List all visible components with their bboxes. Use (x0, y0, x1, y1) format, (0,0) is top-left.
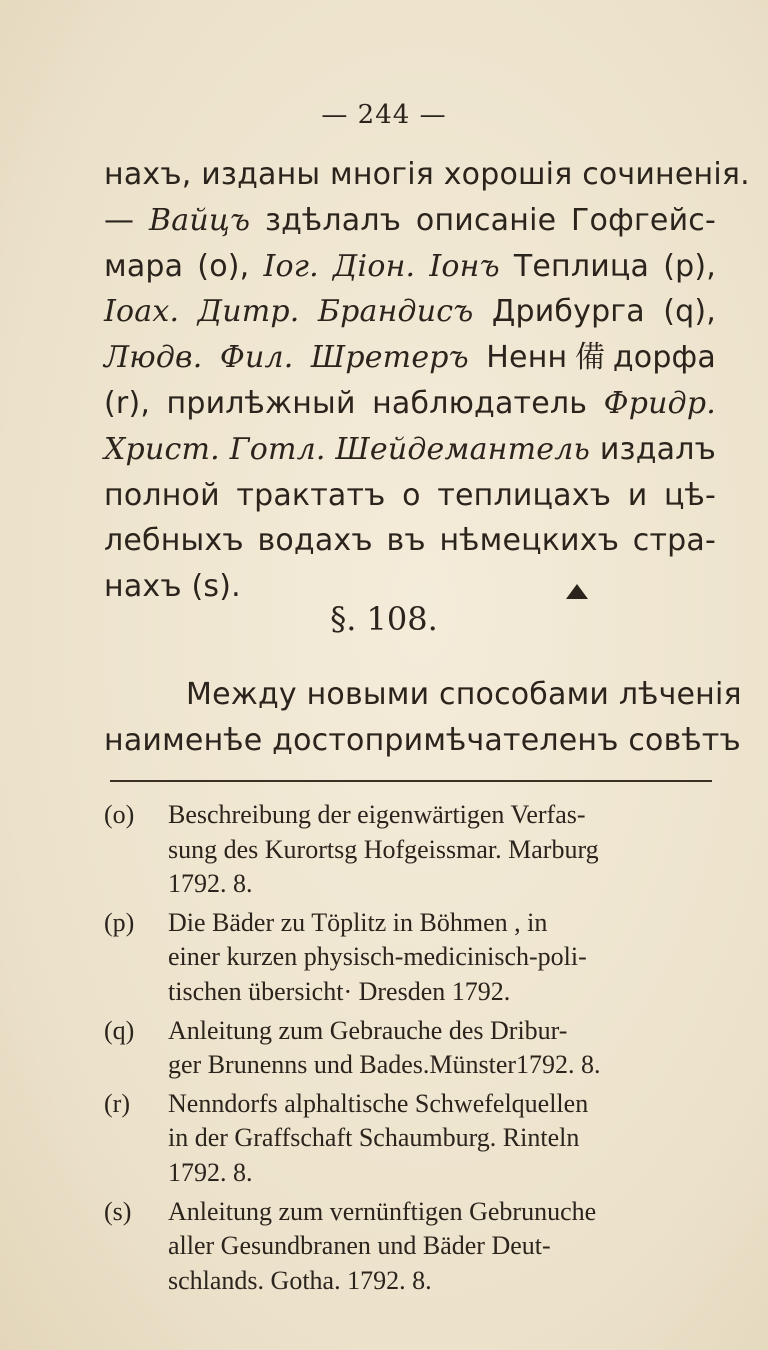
italic-name: Вайцъ (148, 202, 251, 238)
text-segment: Ненн備дорфа (468, 340, 716, 376)
footnote-mark: (q) (104, 1015, 135, 1045)
footnote (104, 798, 720, 902)
footnote-text (168, 1195, 720, 1299)
italic-name: Христ. Готл. Шейдемантель (104, 431, 591, 467)
footnote-text (168, 798, 720, 902)
italic-name: Людв. Фил. Шретеръ (104, 340, 469, 376)
footnote (104, 906, 720, 1010)
footnote (104, 1195, 720, 1299)
page-number: — 244 — (321, 100, 447, 130)
text-segment: мара (o), (104, 248, 264, 284)
text-line (104, 335, 716, 381)
text-segment: (r), прилѣжный наблюдатель (104, 385, 604, 421)
footnote-text (168, 906, 720, 1010)
text-line (104, 473, 716, 519)
text-line (104, 244, 716, 290)
footnote-text (168, 1087, 720, 1191)
footnote-line: ger Brunenns und Bades.Münster1792. 8. (168, 1050, 601, 1080)
footnote-line: schlands. Gotha. 1792. 8. (168, 1265, 432, 1295)
text-segment: лебныхъ водахъ въ нѣмецкихъ стра- (104, 523, 716, 559)
text-segment: нахъ, изданы многія хорошія сочиненія. (104, 157, 750, 192)
text-line (104, 381, 716, 427)
paragraph (104, 672, 742, 764)
paragraph-line: наименѣе достопримѣчателенъ совѣтъ (104, 722, 741, 758)
text-line (104, 518, 716, 564)
footnote-mark: (s) (104, 1196, 132, 1226)
footnote-line: aller Gesundbranen und Bäder Deut- (168, 1231, 551, 1261)
footnote-mark: (o) (104, 800, 135, 829)
footnote-divider (110, 780, 712, 782)
footnote-line: Anleitung zum Gebrauche des Dribur- (168, 1015, 568, 1045)
footnote-line: Anleitung zum vernünftigen Gebrunuche (168, 1196, 597, 1226)
footnote-line: Die Bäder zu Töplitz in Böhmen , in (168, 907, 548, 937)
italic-name: Фридр. (603, 385, 716, 421)
body-text (104, 152, 750, 610)
footnote-line: 1792. 8. (168, 869, 253, 899)
text-line (104, 427, 716, 473)
text-segment: издалъ (590, 431, 717, 467)
text-line (104, 152, 750, 198)
footnote-line: einer kurzen physisch-medicinisch-poli- (168, 942, 587, 972)
footnotes (104, 798, 720, 1302)
italic-name: Іоах. Дитр. Брандисъ (104, 294, 474, 330)
paragraph-line: Между новыми способами лѣченія (186, 677, 742, 712)
triangle-marker-icon (566, 584, 588, 599)
footnote-line: tischen übersicht· Dresden 1792. (168, 976, 511, 1006)
footnote-line: Nenndorfs alphaltische Schwefelquellen (168, 1088, 589, 1118)
text-segment: — (104, 202, 149, 238)
footnote-mark: (r) (104, 1088, 130, 1118)
text-segment: Дрибурга (q), (473, 294, 716, 330)
text-segment: здѣлалъ описаніе Гофгейс- (250, 202, 716, 238)
footnote-line: Beschreibung der eigenwärtigen Verfas- (168, 800, 586, 829)
footnote-line: 1792. 8. (168, 1157, 253, 1187)
footnote-line: in der Graffschaft Schaumburg. Rinteln (168, 1123, 580, 1153)
footnote-mark: (p) (104, 907, 135, 937)
section-heading: §. 108. (330, 600, 438, 638)
text-segment: нахъ (s). (104, 569, 241, 605)
footnote (104, 1087, 720, 1191)
footnote-text (168, 1014, 720, 1083)
italic-name: Іог. Діон. Іонъ (263, 248, 500, 284)
text-line (104, 289, 716, 335)
text-line (104, 198, 716, 244)
text-segment: Теплица (p), (499, 248, 716, 284)
footnote-line: sung des Kurortsg Hofgeissmar. Marburg (168, 834, 599, 864)
text-segment: полной трактатъ о теплицахъ и цѣ- (104, 477, 716, 513)
footnote (104, 1014, 720, 1083)
